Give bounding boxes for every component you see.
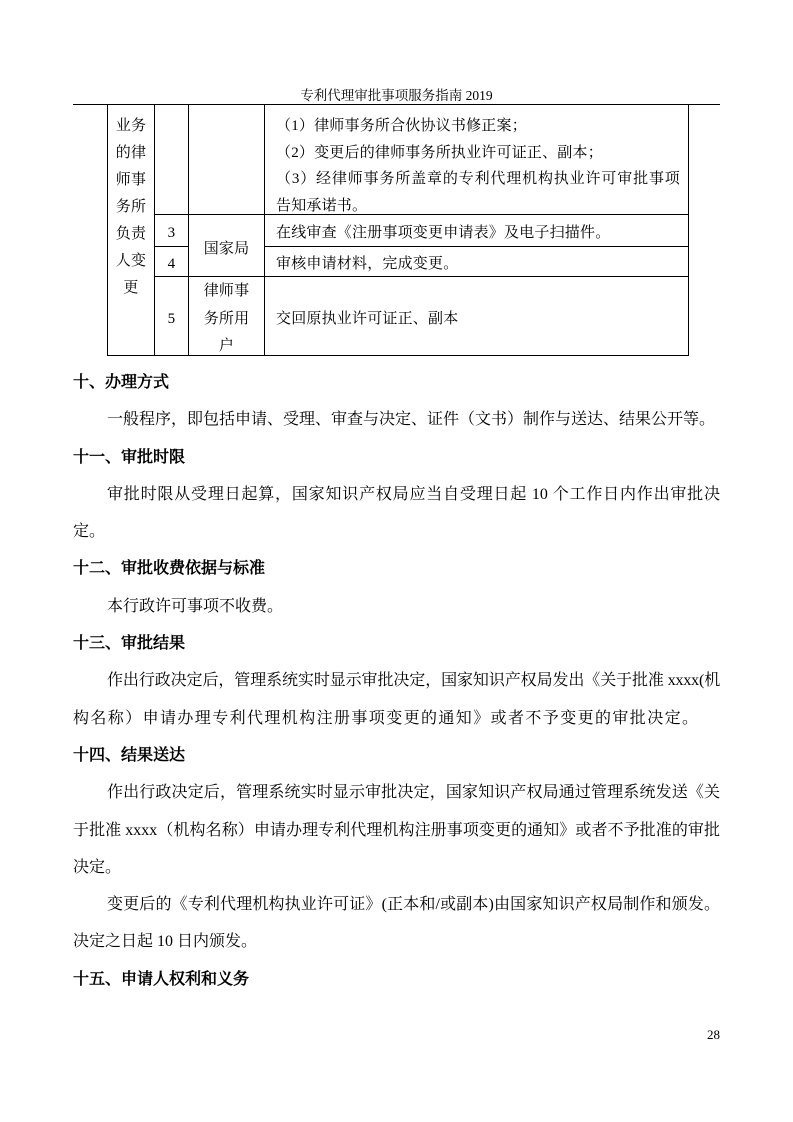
page-header-title: 专利代理审批事项服务指南 2019	[300, 88, 493, 103]
table-cell-materials	[265, 105, 689, 215]
table-cell-actor	[189, 277, 265, 356]
material-line: （1）律师事务所合伙协议书修正案；	[276, 118, 527, 134]
action-text: 交回原执业许可证正、副本	[276, 311, 459, 328]
step-number: 5	[167, 311, 176, 327]
table-cell-step-number	[155, 247, 189, 277]
action-text: 审核申请材料，完成变更。	[276, 255, 459, 272]
section-heading: 十四、结果送达	[73, 746, 186, 764]
table-cell-action	[265, 215, 689, 247]
document-body	[73, 364, 720, 998]
paragraph-line: 变更后的《专利代理机构执业许可证》(正本和/或副本)由国家知识产权局制作和颁发。	[107, 896, 720, 914]
section-heading: 十三、审批结果	[73, 635, 186, 653]
table-cell-actor-empty	[189, 105, 265, 215]
section	[73, 961, 720, 998]
step-number: 4	[167, 255, 176, 272]
section	[73, 364, 720, 439]
table-cell-action	[265, 247, 689, 277]
table-cell-actor	[189, 215, 265, 277]
table-cell-step-number-empty	[155, 105, 189, 215]
table-cell-item-name	[108, 105, 155, 356]
section	[73, 737, 720, 961]
paragraph-line: 作出行政决定后，管理系统实时显示审批决定，国家知识产权局发出《关于批准 xxxx(机	[107, 672, 720, 690]
section	[73, 439, 720, 551]
step-number: 3	[167, 224, 176, 241]
actor-name: 律师事务所用户	[203, 283, 250, 355]
paragraph-line: 决定。	[73, 858, 122, 876]
table-cell-step-number	[155, 215, 189, 247]
paragraph-line: 本行政许可事项不收费。	[107, 597, 284, 615]
section	[73, 625, 720, 737]
page-number: 28	[707, 1027, 720, 1042]
paragraph-line: 构名称）申请办理专利代理机构注册事项变更的通知》或者不予变更的审批决定。	[73, 709, 700, 727]
section-heading: 十一、审批时限	[73, 448, 186, 466]
paragraph-line: 于批准 xxxx（机构名称）申请办理专利代理机构注册事项变更的通知》或者不予批准的审批	[73, 821, 720, 839]
section	[73, 550, 720, 625]
paragraph-line: 一般程序，即包括申请、受理、审查与决定、证件（文书）制作与送达、结果公开等。	[107, 411, 716, 429]
paragraph-line: 决定之日起 10 日内颁发。	[73, 933, 258, 951]
table-cell-action	[265, 277, 689, 356]
paragraph-line: 审批时限从受理日起算，国家知识产权局应当自受理日起 10 个工作日内作出审批决	[107, 485, 720, 503]
material-line: （3）经律师事务所盖章的专利代理机构执业许可审批事项	[276, 171, 680, 187]
action-text: 在线审查《注册事项变更申请表》及电子扫描件。	[276, 224, 611, 241]
section-heading: 十、办理方式	[73, 374, 170, 391]
section-heading: 十二、审批收费依据与标准	[73, 560, 266, 578]
paragraph-line: 作出行政决定后，管理系统实时显示审批决定，国家知识产权局通过管理系统发送《关	[107, 784, 720, 802]
item-name-text: 业务的律师事务所负责人变更	[115, 118, 147, 296]
section-heading: 十五、申请人权利和义务	[73, 970, 250, 988]
paragraph-line: 定。	[73, 523, 106, 541]
material-line: 告知承诺书。	[276, 197, 368, 214]
actor-name: 国家局	[203, 240, 250, 257]
table-cell-step-number	[155, 277, 189, 356]
material-line: （2）变更后的律师事务所执业许可证正、副本；	[276, 144, 603, 161]
procedure-table	[107, 105, 689, 356]
